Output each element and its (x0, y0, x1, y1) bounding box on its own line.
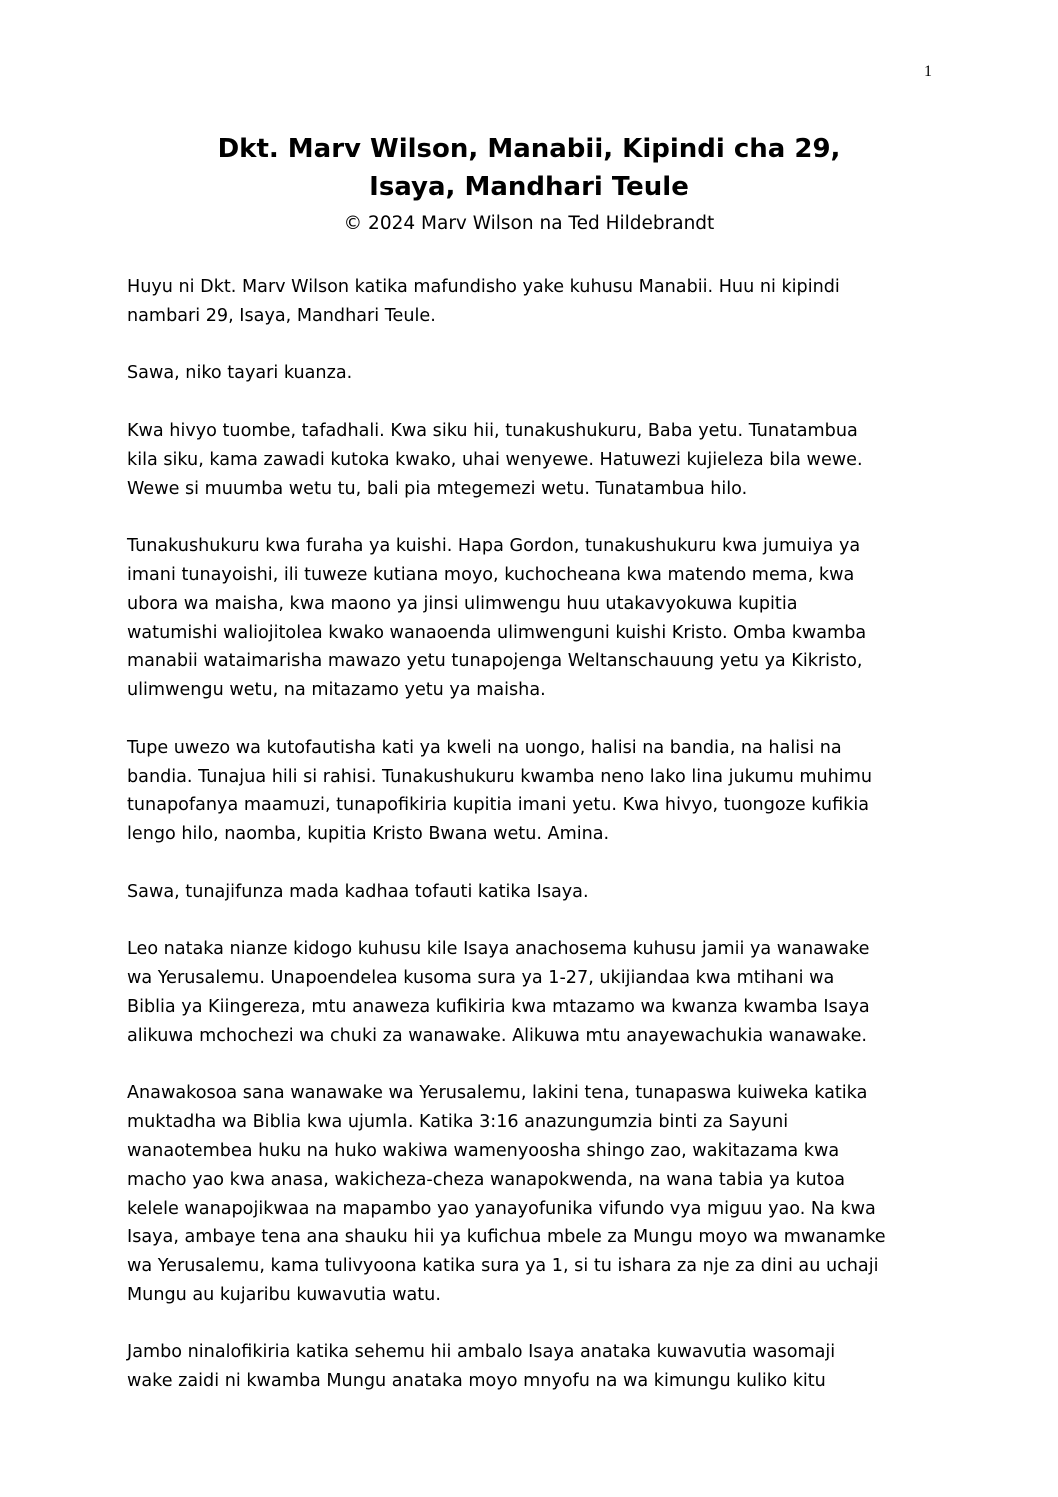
text-line: Wewe si muumba wetu tu, bali pia mtegemezi wetu. Tunatambua hilo. (127, 478, 748, 499)
text-line: Anawakosoa sana wanawake wa Yerusalemu, lakini tena, tunapaswa kuiweka katika (127, 1083, 868, 1104)
text-line: Leo nataka nianze kidogo kuhusu kile Isaya anachosema kuhusu jamii ya wanawake (127, 939, 870, 960)
paragraph-ready (127, 359, 947, 388)
paragraph-intro (127, 273, 947, 331)
text-line: bandia. Tunajua hili si rahisi. Tunakushukuru kwamba neno lako lina jukumu muhimu (127, 766, 872, 787)
text-line: manabii wataimarisha mawazo yetu tunapojenga Weltanschauung yetu ya Kikristo, (127, 651, 863, 672)
text-line: Biblia ya Kiingereza, mtu anaweza kufikiria kwa mtazamo wa kwanza kwamba Isaya (127, 996, 870, 1017)
paragraph-prayer-closing (127, 734, 947, 849)
text-line: imani tunayoishi, ili tuweze kutiana moyo, kuchocheana kwa matendo mema, kwa (127, 564, 855, 585)
document-title-line-1: Dkt. Marv Wilson, Manabii, Kipindi cha 29, (217, 134, 841, 164)
text-line: Tunakushukuru kwa furaha ya kuishi. Hapa Gordon, tunakushukuru kwa jumuiya ya (127, 536, 861, 557)
text-line: muktadha wa Biblia kwa ujumla. Katika 3:16 anazungumzia binti za Sayuni (127, 1112, 789, 1133)
text-line: watumishi waliojitolea kwako wanaoenda ulimwenguni kuishi Kristo. Omba kwamba (127, 622, 867, 643)
text-line: Jambo ninalofikiria katika sehemu hii ambalo Isaya anataka kuwavutia wasomaji (127, 1342, 836, 1363)
paragraph-women-intro (127, 935, 947, 1050)
document-body (127, 273, 947, 1425)
document-header (0, 130, 1058, 238)
text-line: Mungu au kujaribu kuwavutia watu. (127, 1284, 441, 1305)
text-line: wake zaidi ni kwamba Mungu anataka moyo mnyofu na wa kimungu kuliko kitu (127, 1371, 826, 1392)
text-line: ulimwengu wetu, na mitazamo yetu ya maisha. (127, 680, 546, 701)
text-line: lengo hilo, naomba, kupitia Kristo Bwana wetu. Amina. (127, 824, 610, 845)
text-line: Sawa, tunajifunza mada kadhaa tofauti katika Isaya. (127, 881, 589, 902)
copyright-notice: © 2024 Marv Wilson na Ted Hildebrandt (343, 213, 715, 234)
text-line: Kwa hivyo tuombe, tafadhali. Kwa siku hii, tunakushukuru, Baba yetu. Tunatambua (127, 420, 858, 441)
text-line: kelele wanapojikwaa na mapambo yao yanayofunika vifundo vya miguu yao. Na kwa (127, 1198, 876, 1219)
text-line: wanaotembea huku na huko wakiwa wamenyoosha shingo zao, wakitazama kwa (127, 1140, 840, 1161)
paragraph-prayer-opening (127, 417, 947, 503)
text-line: Isaya, ambaye tena ana shauku hii ya kufichua mbele za Mungu moyo wa mwanamke (127, 1227, 886, 1248)
text-line: kila siku, kama zawadi kutoka kwako, uhai wenyewe. Hatuwezi kujieleza bila wewe. (127, 449, 863, 470)
text-line: Huyu ni Dkt. Marv Wilson katika mafundisho yake kuhusu Manabii. Huu ni kipindi (127, 277, 840, 297)
text-line: ubora wa maisha, kwa maono ya jinsi ulimwengu huu utakavyokuwa kupitia (127, 593, 798, 614)
text-line: tunapofanya maamuzi, tunapofikiria kupitia imani yetu. Kwa hivyo, tuongoze kufikia (127, 795, 870, 816)
text-line: macho yao kwa anasa, wakicheza-cheza wanapokwenda, na wana tabia ya kutoa (127, 1169, 846, 1190)
page-number: 1 (924, 63, 932, 80)
text-line: alikuwa mchochezi wa chuki za wanawake. Alikuwa mtu anayewachukia wanawake. (127, 1025, 868, 1046)
text-line: wa Yerusalemu, kama tulivyoona katika sura ya 1, si tu ishara za nje za dini au uchaji (127, 1256, 879, 1277)
paragraph-prayer-thanks (127, 532, 947, 705)
text-line: Tupe uwezo wa kutofautisha kati ya kweli na uongo, halisi na bandia, na halisi na (127, 737, 842, 758)
document-title-line-2: Isaya, Mandhari Teule (369, 172, 689, 202)
text-line: Sawa, niko tayari kuanza. (127, 363, 353, 384)
paragraph-topics (127, 878, 947, 907)
paragraph-sincere-heart (127, 1338, 947, 1396)
text-line: wa Yerusalemu. Unapoendelea kusoma sura ya 1-27, ukijiandaa kwa mtihani wa (127, 968, 835, 989)
text-line: nambari 29, Isaya, Mandhari Teule. (127, 305, 436, 326)
paragraph-women-critique (127, 1079, 947, 1309)
